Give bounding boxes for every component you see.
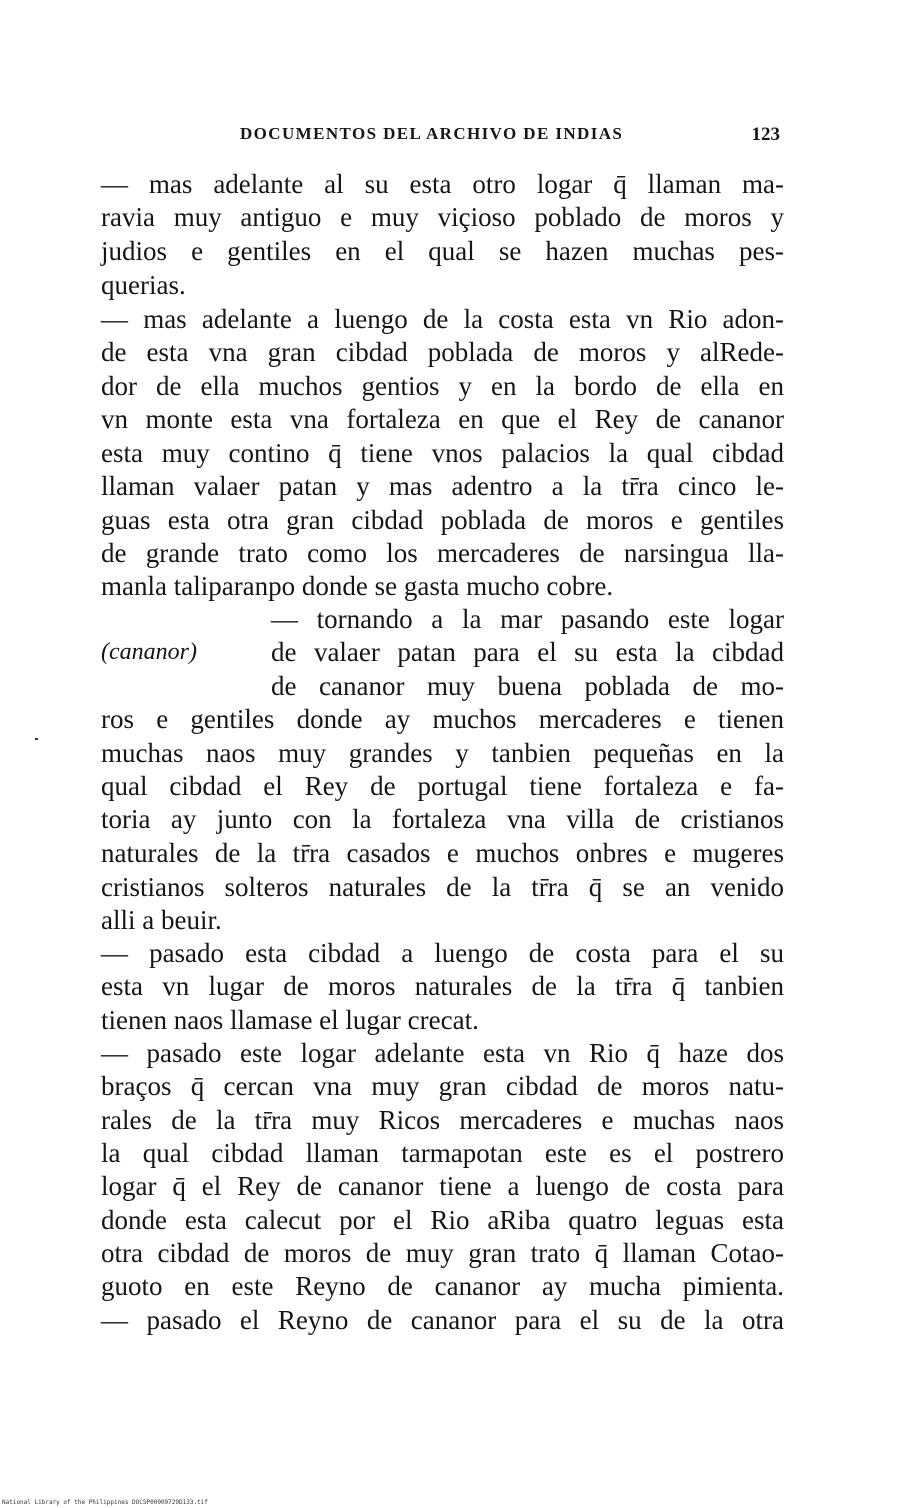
- text-line: qual cibdad el Rey de portugal tiene fortaleza e fa-: [101, 771, 784, 801]
- scan-speck: [35, 738, 38, 740]
- text-line: muchas naos muy grandes y tanbien pequeñas en la: [101, 738, 784, 768]
- text-line: de cananor muy buena poblada de mo-: [271, 671, 784, 701]
- text-line: manla taliparanpo donde se gasta mucho cobre.: [101, 571, 614, 601]
- scan-footer: National Library of the Philippines DOCSP00009729D133.tif: [2, 1499, 208, 1506]
- text-line: tienen naos llamase el lugar crecat.: [101, 1005, 479, 1035]
- text-line: — tornando a la mar pasando este logar: [271, 604, 784, 634]
- text-line: ros e gentiles donde ay muchos mercaderes e tienen: [101, 704, 784, 734]
- text-line: — mas adelante a luengo de la costa esta vn Rio adon-: [101, 304, 784, 334]
- text-line: logar q̄ el Rey de cananor tiene a luengo de costa para: [101, 1171, 784, 1201]
- text-line: vn monte esta vna fortaleza en que el Rey de cananor: [101, 404, 784, 434]
- text-line: dor de ella muchos gentios y en la bordo de ella en: [101, 371, 784, 401]
- text-line: judios e gentiles en el qual se hazen muchas pes-: [101, 236, 784, 266]
- text-line: — pasado esta cibdad a luengo de costa para el su: [101, 938, 784, 968]
- text-line: querias.: [101, 270, 186, 300]
- text-line: — mas adelante al su esta otro logar q̄ llaman ma-: [101, 169, 784, 199]
- text-line: de grande trato como los mercaderes de narsingua lla-: [101, 538, 784, 568]
- text-line: toria ay junto con la fortaleza vna villa de cristianos: [101, 804, 784, 834]
- text-line: rales de la tr̄ra muy Ricos mercaderes e muchas naos: [101, 1105, 784, 1135]
- text-line: otra cibdad de moros de muy gran trato q̄ llaman Cotao-: [101, 1238, 784, 1268]
- text-line: guoto en este Reyno de cananor ay mucha pimienta.: [101, 1271, 784, 1301]
- text-line: esta muy contino q̄ tiene vnos palacios la qual cibdad: [101, 438, 784, 468]
- text-line: — pasado el Reyno de cananor para el su de la otra: [101, 1305, 784, 1335]
- text-line: cristianos solteros naturales de la tr̄ra q̄ se an venido: [101, 872, 784, 902]
- text-line: esta vn lugar de moros naturales de la tr̄ra q̄ tanbien: [101, 971, 784, 1001]
- text-line: la qual cibdad llaman tarmapotan este es el postrero: [101, 1138, 784, 1168]
- text-line: ravia muy antiguo e muy viçioso poblado de moros y: [101, 202, 784, 232]
- text-line: guas esta otra gran cibdad poblada de moros e gentiles: [101, 505, 784, 535]
- marginal-note: (cananor): [101, 639, 197, 665]
- text-line: donde esta calecut por el Rio aRiba quatro leguas esta: [101, 1205, 784, 1235]
- text-line: de esta vna gran cibdad poblada de moros y alRede-: [101, 337, 784, 367]
- text-line: llaman valaer patan y mas adentro a la tr̄ra cinco le-: [101, 471, 784, 501]
- text-line: — pasado este logar adelante esta vn Rio q̄ haze dos: [101, 1038, 784, 1068]
- running-title: DOCUMENTOS DEL ARCHIVO DE INDIAS: [240, 124, 624, 143]
- text-line: alli a beuir.: [101, 905, 222, 935]
- text-line: braços q̄ cercan vna muy gran cibdad de moros natu-: [101, 1071, 784, 1101]
- page-number: 123: [751, 124, 780, 145]
- text-line: naturales de la tr̄ra casados e muchos onbres e mugeres: [101, 838, 784, 868]
- text-line: de valaer patan para el su esta la cibdad: [271, 637, 784, 667]
